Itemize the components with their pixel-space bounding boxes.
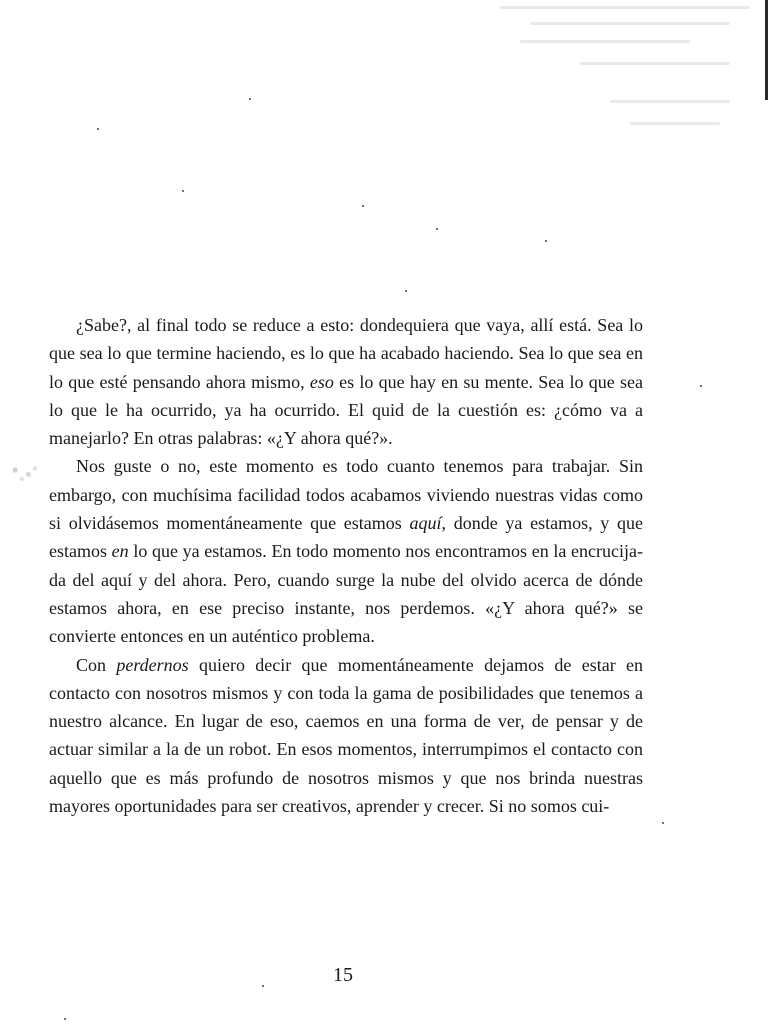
- text-run: es lo que hay en su mente. Sea lo que sea lo que le ha ocurrido, ya ha ocurrido. El quid de la cuestión es: ¿cómo va a manejarlo? En otras palabras: «¿Y ahora qué?».: [49, 371, 643, 449]
- paragraph: [49, 452, 643, 650]
- scan-speck: [97, 128, 99, 130]
- italic-text: en: [111, 541, 129, 562]
- scan-speck: [64, 1018, 66, 1020]
- scan-speck: [405, 290, 407, 292]
- text-run: Nos guste o no, este momento es todo cuanto tenemos para trabajar. Sin embargo, con muchísima facilidad todos acabamos viviendo nuestras vidas como si olvidásemos momentáneamente que estamos: [49, 456, 643, 534]
- body-text: [49, 311, 643, 820]
- scan-speck: [700, 385, 702, 387]
- scan-speck: [436, 228, 438, 230]
- text-run: lo que ya estamos. En todo momento nos encontramos en la encrucijada del aquí y del ahora. Pero, cuando surge la nube del olvido acerca de dónde estamos ahora, en ese preciso instante, nos perdemos. «¿Y ahora qué?» se convierte entonces en un auténtico problema.: [49, 541, 643, 647]
- paragraph: [49, 311, 643, 452]
- scan-speck: [182, 190, 184, 192]
- text-run: , donde ya estamos, y que estamos: [49, 513, 643, 562]
- italic-text: eso: [309, 371, 334, 392]
- scan-speck: [662, 822, 664, 824]
- scan-smudge: [2, 458, 46, 488]
- text-run: quiero decir que momentáneamente dejamos de estar en contacto con nosotros mismos y con toda la gama de posibilidades que tenemos a nuestro alcance. En lugar de eso, caemos en una forma de ver, de pensar y de actuar similar a la de un robot. En esos momentos, interrumpimos el contacto con aquello que es más profundo de nosotros mismos y que nos brinda nuestras mayores oportunidades para ser creativos, aprender y crecer. Si no somos cui-: [49, 654, 643, 817]
- scan-speck: [545, 240, 547, 242]
- paragraph: [49, 651, 643, 821]
- italic-text: aquí: [409, 513, 442, 534]
- page-number: 15: [333, 964, 353, 986]
- italic-text: perdernos: [116, 654, 189, 675]
- scan-speck: [362, 205, 364, 207]
- scan-speck: [249, 98, 251, 100]
- text-run: Con: [76, 654, 117, 675]
- show-through-text: [460, 0, 760, 150]
- text-run: ¿Sabe?, al final todo se reduce a esto: dondequiera que vaya, allí está. Sea lo que sea lo que termine haciendo, es lo que ha acabado haciendo. Sea lo que sea en lo que esté pensando ahora mismo,: [49, 315, 643, 392]
